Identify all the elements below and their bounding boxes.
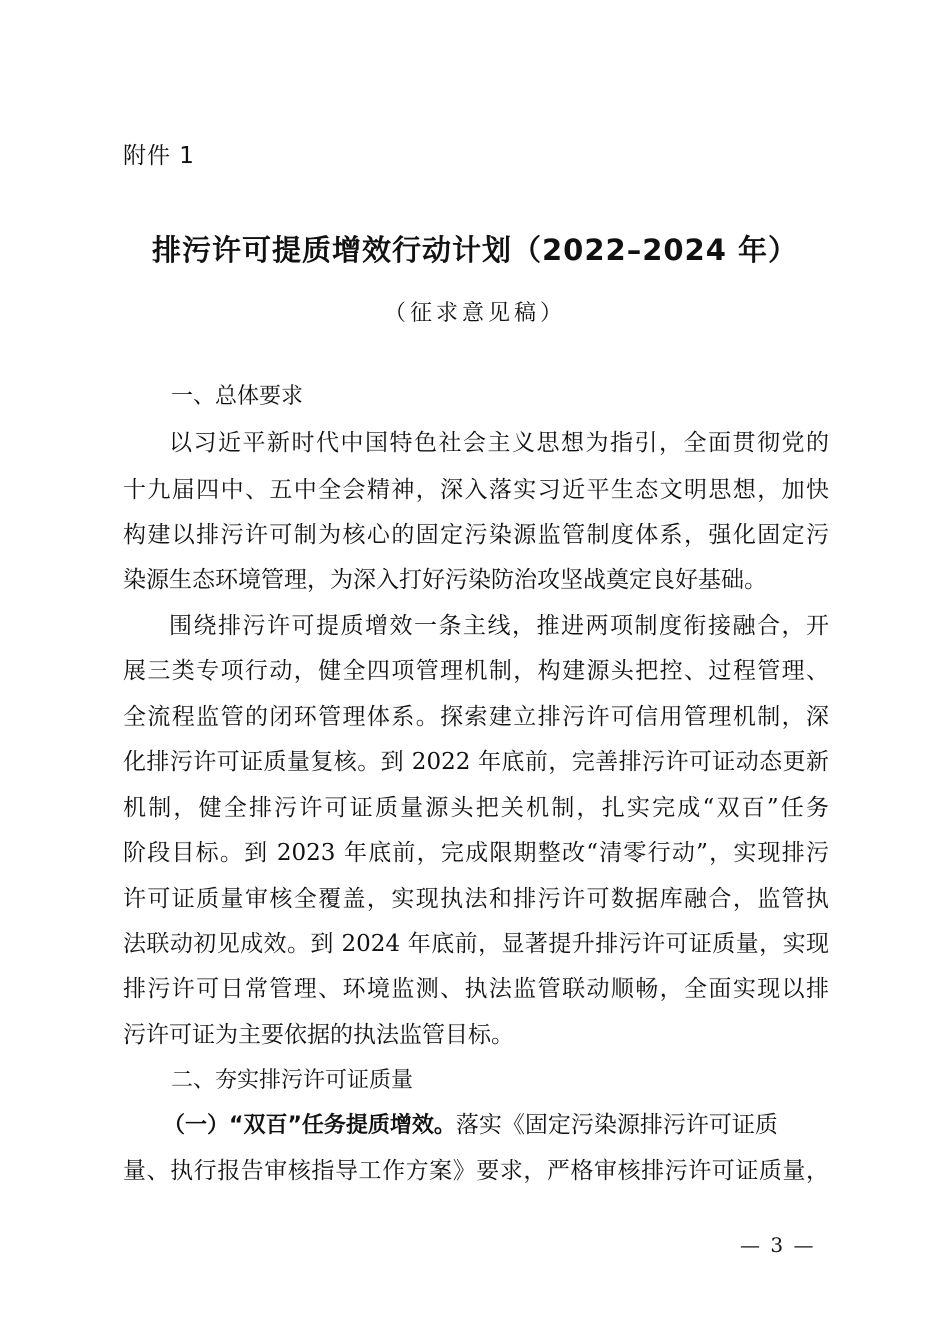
- section-1-heading: 一、总体要求: [171, 384, 304, 409]
- item-1-title: （一）“双百”任务提质增效。: [163, 1113, 456, 1138]
- paragraph-line: 围绕排污许可提质增效一条主线，推进两项制度衔接融合，开: [169, 613, 829, 639]
- paragraph-line: 化排污许可证质量复核。到 2022 年底前，完善排污许可证动态更新: [123, 749, 829, 775]
- paragraph-line: 染源生态环境管理，为深入打好污染防治攻坚战奠定良好基础。: [123, 567, 767, 593]
- item-1-text: 落实《固定污染源排污许可证质: [455, 1112, 778, 1138]
- page-number: — 3 —: [740, 1233, 816, 1257]
- attachment-label: 附件 1: [123, 143, 195, 169]
- paragraph-line: 全流程监管的闭环管理体系。探索建立排污许可信用管理机制，深: [123, 704, 829, 730]
- paragraph-line: 机制，健全排污许可证质量源头把关机制，扎实完成“双百”任务: [123, 795, 829, 821]
- paragraph-line: 展三类专项行动，健全四项管理机制，构建源头把控、过程管理、: [123, 658, 829, 684]
- item-1-line: [123, 1102, 829, 1148]
- document-subtitle: （征求意见稿）: [383, 301, 566, 326]
- paragraph-line: 量、执行报告审核指导工作方案》要求，严格审核排污许可证质量，: [123, 1158, 829, 1184]
- paragraph-line: 阶段目标。到 2023 年底前，完成限期整改“清零行动”，实现排污: [123, 840, 829, 866]
- paragraph-line: 法联动初见成效。到 2024 年底前，显著提升排污许可证质量，实现: [123, 931, 829, 957]
- paragraph-line: 污许可证为主要依据的执法监管目标。: [123, 1022, 514, 1048]
- paragraph-line: 许可证质量审核全覆盖，实现执法和排污许可数据库融合，监管执: [123, 886, 829, 912]
- paragraph-line: 排污许可日常管理、环境监测、执法监管联动顺畅，全面实现以排: [123, 976, 829, 1002]
- paragraph-line: 构建以排污许可制为核心的固定污染源监管制度体系，强化固定污: [123, 522, 829, 548]
- paragraph-line: 以习近平新时代中国特色社会主义思想为指引，全面贯彻党的: [169, 430, 829, 456]
- document-title: 排污许可提质增效行动计划（2022–2024 年）: [151, 233, 799, 267]
- paragraph-line: 十九届四中、五中全会精神，深入落实习近平生态文明思想，加快: [123, 477, 829, 503]
- section-2-heading: 二、夯实排污许可证质量: [171, 1068, 414, 1093]
